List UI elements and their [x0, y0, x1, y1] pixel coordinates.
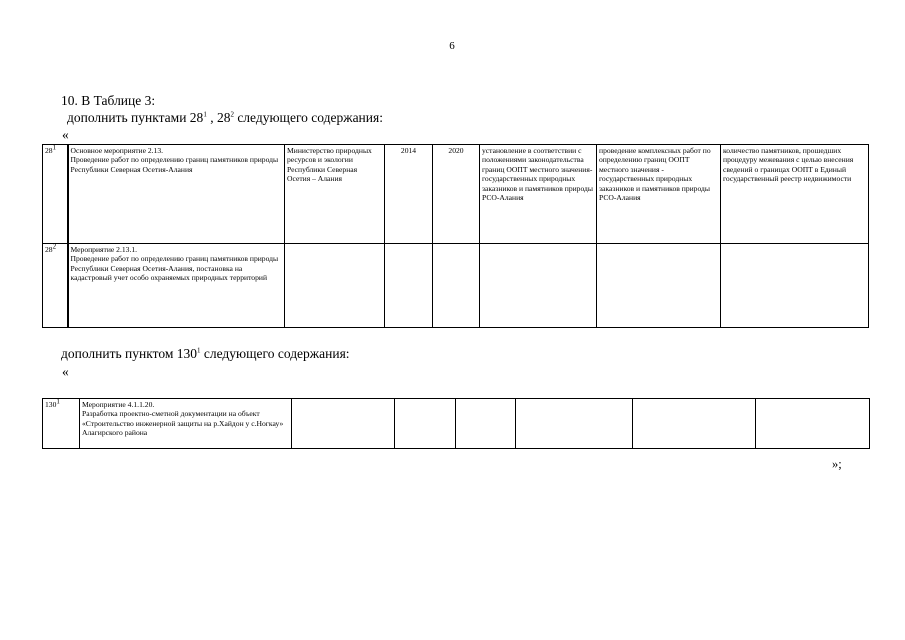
table-row [43, 399, 870, 449]
instruction-sup-1: 1 [203, 110, 207, 119]
indicator-cell [756, 399, 870, 449]
section-heading-text: 10. В Таблице 3: [61, 93, 156, 108]
indicator-cell: количество памятников, прошедших процедуру межевания с целью внесения сведений о границах ООПТ в Единый государственный реестр недвижимости [721, 145, 869, 244]
row-number: $130^1$ [43, 399, 80, 449]
result-cell: установление в соответствии с положениями законодательства границ ООПТ местного значения-государственных природных заказников и памятников природы РСО-Алания [480, 145, 597, 244]
table-1 [42, 144, 869, 328]
direction-cell: проведение комплексных работ по определению границ ООПТ местного значения - государственных природных заказников и памятников природы РСО-Алания [597, 145, 721, 244]
result-cell [516, 399, 633, 449]
table-row [43, 145, 869, 244]
direction-cell [633, 399, 756, 449]
end-year-cell [456, 399, 516, 449]
result-cell [480, 244, 597, 328]
indicator-cell [721, 244, 869, 328]
executor-cell: Министерство природных ресурсов и экологии Республики Северная Осетия – Алания [285, 145, 385, 244]
activity-name-cell: Мероприятие 4.1.1.20. Разработка проектно-сметной документации на объект «Строительство инженерной защиты на р.Хайдон у с.Ногкау» Алагирского района [80, 399, 292, 449]
instruction-text-2: , 28 [206, 110, 231, 125]
instruction2-text-2: следующего содержания: [200, 346, 350, 361]
end-year-cell: 2020 [433, 145, 480, 244]
executor-cell [292, 399, 395, 449]
activity-name-cell: Мероприятие 2.13.1. Проведение работ по определению границ памятников природы Республики Северная Осетия-Алания, постановка на кадастровый учет особо охраняемых природных территорий [68, 244, 285, 328]
section2-instruction [61, 346, 350, 362]
instruction-text-1: дополнить пунктами 28 [67, 110, 204, 125]
row-number: $28^2$ [43, 244, 68, 328]
start-year-cell [395, 399, 456, 449]
table-row [43, 244, 869, 328]
direction-cell [597, 244, 721, 328]
page-number: 6 [449, 40, 455, 52]
instruction2-sup: 1 [197, 346, 201, 355]
activity-name-cell: Основное мероприятие 2.13. Проведение работ по определению границ памятников природы Республики Северная Осетия-Алания [68, 145, 285, 244]
end-year-cell [433, 244, 480, 328]
start-year-cell [385, 244, 433, 328]
instruction2-text-1: дополнить пунктом 130 [61, 346, 197, 361]
executor-cell [285, 244, 385, 328]
instruction-sup-2: 2 [230, 110, 234, 119]
open-quote: « [62, 127, 69, 142]
open-quote-2: « [62, 364, 69, 379]
closing-quote: »; [832, 457, 842, 471]
row-number: $28^1$ [43, 145, 68, 244]
section-instruction [67, 110, 383, 126]
section-heading [61, 93, 155, 109]
instruction-text-3: следующего содержания: [233, 110, 383, 125]
table-2 [42, 398, 870, 449]
start-year-cell: 2014 [385, 145, 433, 244]
